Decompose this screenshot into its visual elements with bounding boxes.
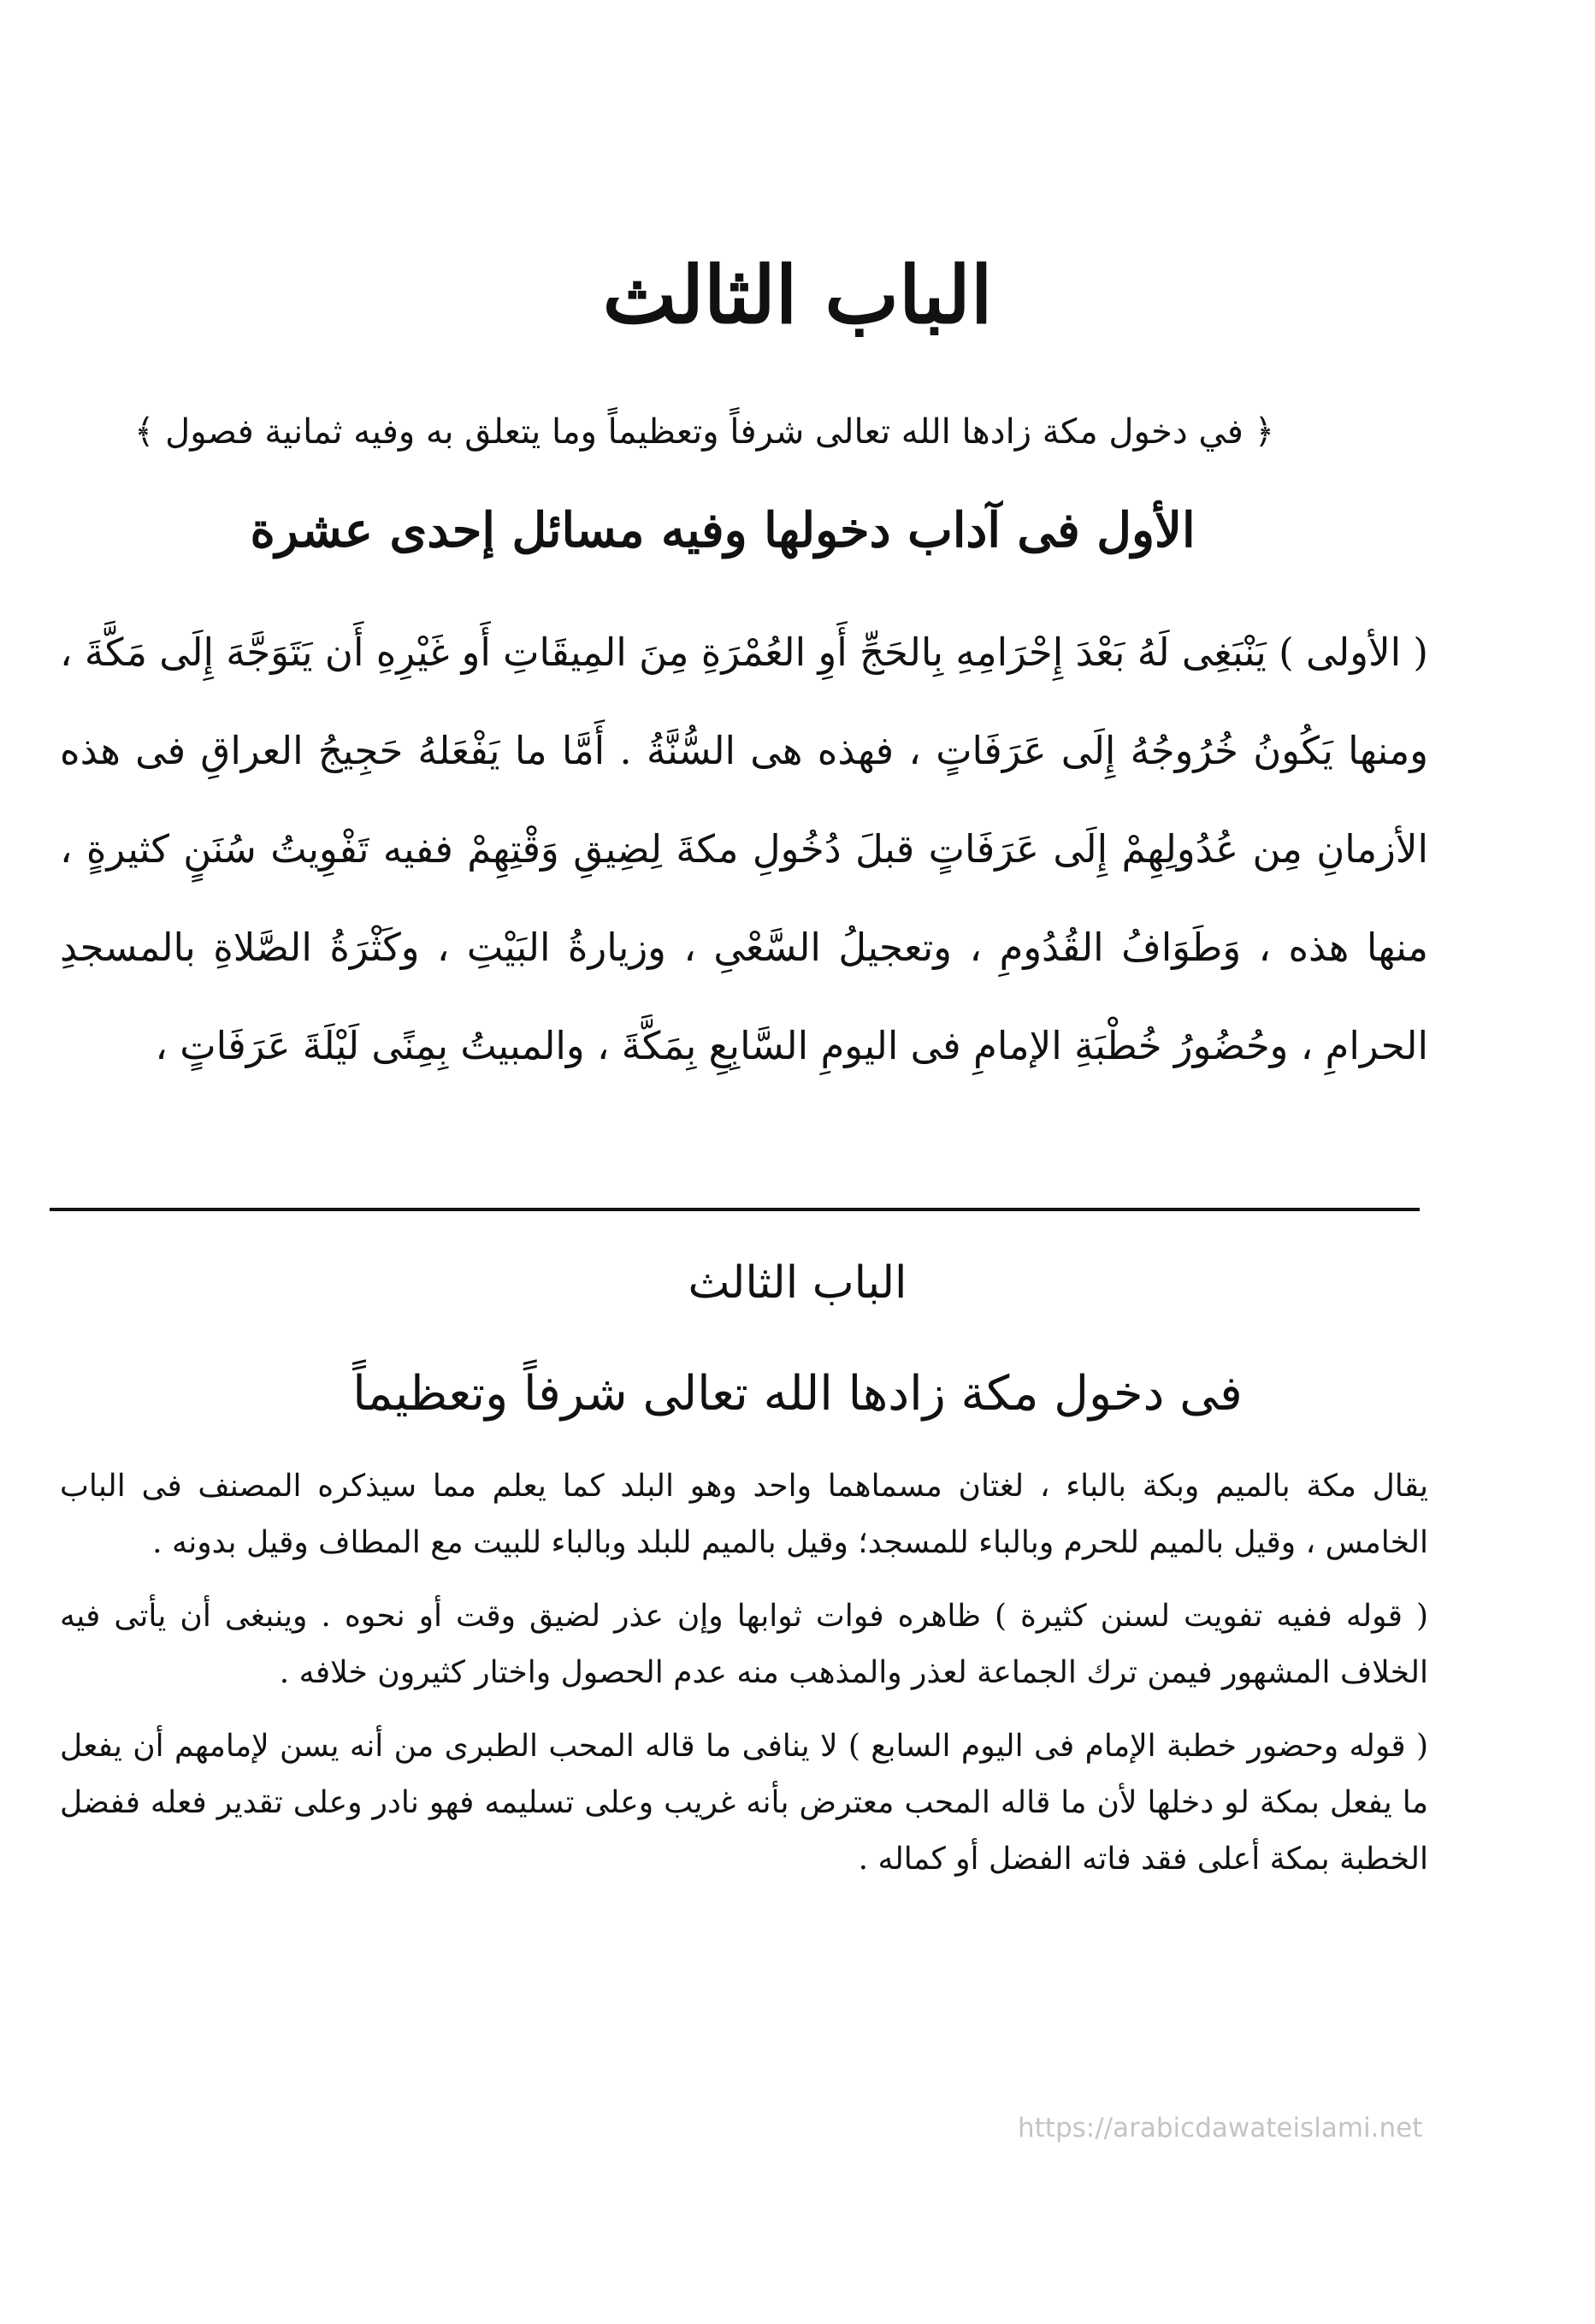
commentary-paragraph: ( قوله وحضور خطبة الإمام فى اليوم السابع ) لا ينافى ما قاله المحب الطبرى من أنه يسن لإمامهم أن يفعل ما يفعل بمكة لو دخلها لأن ما قاله المحب معترض بأنه غريب وعلى تسليمه فهو نادر وعلى تقدير فعله ففضل الخطبة بمكة أعلى فقد فاته الفضل أو كماله . [60,1729,1429,1877]
commentary-block [60,1458,1428,1905]
commentary-subtitle: فى دخول مكة زادها الله تعالى شرفاً وتعظيماً [352,1366,1243,1422]
chapter-subtitle: ﴿ في دخول مكة زادها الله تعالى شرفاً وتعظيماً وما يتعلق به وفيه ثمانية فصول ﴾ [134,412,1274,452]
section-heading: الأول فى آداب دخولها وفيه مسائل إحدى عشرة [250,502,1196,559]
commentary-paragraph: ( قوله ففيه تفويت لسنن كثيرة ) ظاهره فوات ثوابها وإن عذر لضيق وقت أو نحوه . وينبغى أن يأتى فيه الخلاف المشهور فيمن ترك الجماعة لعذر والمذهب منه عدم الحصول واختار كثيرون خلافه . [60,1599,1428,1690]
chapter-title: الباب الثالث [602,249,993,341]
main-text-paragraph: ( الأولى ) يَنْبَغِى لَهُ بَعْدَ إِحْرَامِهِ بِالحَجِّ أَوِ العُمْرَةِ مِنَ المِيقَاتِ أَو غَيْرِهِ أَن يَتَوَجَّهَ إِلَى مَكَّةَ ، ومنها يَكُونُ خُرُوجُهُ إِلَى عَرَفَاتٍ ، فهذه هى السُّنَّةُ . أَمَّا ما يَفْعَلهُ حَجِيجُ العراقِ فى هذه الأزمانِ مِن عُدُولِهِمْ إِلَى عَرَفَاتٍ قبلَ دُخُولِ مكةَ لِضِيقِ وَقْتِهِمْ ففيه تَفْوِيتُ سُنَنٍ كثيرةٍ ، منها هذه ، وَطَوَافُ القُدُومِ ، وتعجيلُ السَّعْىِ ، وزيارةُ البَيْتِ ، وكَثْرَةُ الصَّلاةِ بالمسجدِ الحرامِ ، وحُضُورُ خُطْبَةِ الإمامِ فى اليومِ السَّابِعِ بِمَكَّةَ ، والمبيتُ بِمِنًى لَيْلَةَ عَرَفَاتٍ ، [60,630,1428,1068]
main-text-block [60,603,1428,1095]
commentary-title: الباب الثالث [688,1257,907,1309]
commentary-paragraph: يقال مكة بالميم وبكة بالباء ، لغتان مسماهما واحد وهو البلد كما يعلم مما سيذكره المصنف فى الباب الخامس ، وقيل بالميم للحرم وبالباء للمسجد؛ وقيل بالميم للبلد وبالباء للبيت مع المطاف وقيل بدونه . [60,1469,1428,1560]
watermark-url: https://arabicdawateislami.net [1018,2113,1423,2144]
section-divider [50,1208,1420,1211]
